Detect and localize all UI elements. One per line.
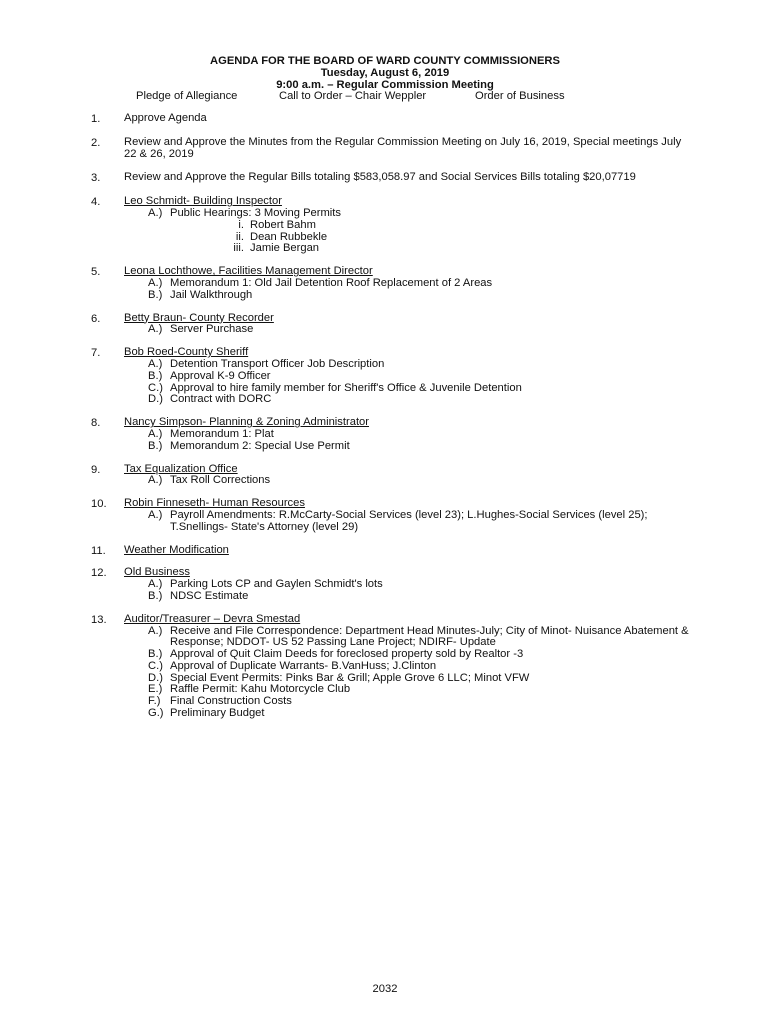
agenda-item — [0, 266, 770, 301]
agenda-item-number: 4. — [91, 196, 101, 209]
agenda-subitem-label: A.) — [148, 427, 163, 440]
agenda-subitem — [148, 278, 689, 290]
agenda-item — [0, 172, 770, 184]
agenda-subitem-text: Approval of Duplicate Warrants- B.VanHuss; J.Clinton — [170, 659, 437, 672]
agenda-roman-item — [148, 243, 689, 255]
order-of-business: Order of Business — [475, 90, 565, 102]
agenda-item-title: Review and Approve the Minutes from the Regular Commission Meeting on July 16, 2019, Special meetings July 22 & 26, 2019 — [124, 135, 682, 160]
agenda-subitem-label: B.) — [148, 288, 163, 301]
meeting-date: Tuesday, August 6, 2019 — [320, 67, 450, 80]
agenda-item-number: 1. — [91, 113, 101, 125]
agenda-subitem-text: Jail Walkthrough — [170, 288, 253, 301]
agenda-subitem-text: Payroll Amendments: R.McCarty-Social Services (level 23); L.Hughes-Social Services (level 25); T.Snellings- State's Attorney (level 29) — [170, 508, 648, 533]
agenda-roman-item — [148, 220, 689, 232]
agenda-subitem-text: Memorandum 1: Old Jail Detention Roof Replacement of 2 Areas — [170, 276, 493, 289]
agenda-roman-text: Jamie Bergan — [250, 242, 320, 255]
agenda-subitem — [148, 394, 689, 406]
agenda-list — [0, 113, 770, 720]
agenda-subitem-text: Server Purchase — [170, 323, 254, 336]
agenda-item-title: Leona Lochthowe, Facilities Management Director — [124, 265, 373, 278]
agenda-item-number: 9. — [91, 463, 101, 476]
agenda-item-title: Leo Schmidt- Building Inspector — [124, 195, 282, 208]
agenda-subitem-text: Final Construction Costs — [170, 695, 292, 708]
agenda-item — [0, 417, 770, 452]
agenda-subitem-text: Preliminary Budget — [170, 707, 265, 720]
agenda-subitem-text: Detention Transport Officer Job Description — [170, 357, 385, 370]
agenda-item — [0, 113, 770, 125]
agenda-subitem-label: F.) — [148, 695, 161, 708]
agenda-item-number: 10. — [91, 498, 107, 511]
agenda-subitem — [148, 208, 689, 220]
call-to-order: Call to Order – Chair Weppler — [279, 90, 427, 102]
agenda-subitem — [148, 290, 689, 302]
agenda-roman-text: Dean Rubbekle — [250, 230, 328, 243]
agenda-item — [0, 614, 770, 720]
agenda-item-number: 6. — [91, 312, 101, 325]
agenda-item-title: Weather Modification — [124, 543, 229, 556]
agenda-subitem — [148, 441, 689, 453]
agenda-item-number: 3. — [91, 172, 101, 185]
agenda-item-number: 12. — [91, 567, 107, 580]
agenda-subitem-label: G.) — [148, 707, 164, 720]
agenda-subitem-text: Approval to hire family member for Sheriff's Office & Juvenile Detention — [170, 381, 522, 394]
agenda-item-number: 8. — [91, 417, 101, 430]
agenda-subitem-label: C.) — [148, 381, 163, 394]
agenda-roman-label: iii. — [233, 242, 244, 255]
agenda-item — [0, 313, 770, 337]
agenda-item-number: 7. — [91, 347, 101, 360]
agenda-subitem-label: B.) — [148, 369, 163, 382]
agenda-item-title: Betty Braun- County Recorder — [124, 311, 274, 324]
agenda-subitem — [148, 475, 689, 487]
agenda-item — [0, 137, 770, 161]
agenda-item-title: Robin Finneseth- Human Resources — [124, 497, 305, 510]
agenda-subitem-label: A.) — [148, 508, 163, 521]
agenda-subitem-text: Memorandum 1: Plat — [170, 427, 274, 440]
agenda-subitem-text: Memorandum 2: Special Use Permit — [170, 439, 350, 452]
agenda-subitem-label: B.) — [148, 648, 163, 661]
agenda-subitem-label: A.) — [148, 474, 163, 487]
agenda-subitem-label: A.) — [148, 276, 163, 289]
agenda-subitem-label: D.) — [148, 393, 163, 406]
agenda-subitem-text: Parking Lots CP and Gaylen Schmidt's lots — [170, 578, 383, 591]
agenda-roman-item — [148, 232, 689, 244]
agenda-subitem-text: Contract with DORC — [170, 393, 272, 406]
agenda-subitem — [148, 661, 689, 673]
agenda-subitem-label: E.) — [148, 683, 163, 696]
agenda-item-title: Old Business — [124, 566, 190, 579]
agenda-subitem-text: Receive and File Correspondence: Department Head Minutes-July; City of Minot- Nuisance Abatement & Response; NDDOT- US 52 Passing Lane Project; NDIRF- Update — [170, 624, 689, 649]
agenda-item-number: 5. — [91, 266, 101, 279]
agenda-subitem-text: Raffle Permit: Kahu Motorcycle Club — [170, 683, 351, 696]
agenda-subitem-label: A.) — [148, 357, 163, 370]
agenda-item-title: Approve Agenda — [124, 112, 207, 124]
agenda-subitem — [148, 371, 689, 383]
agenda-title: AGENDA FOR THE BOARD OF WARD COUNTY COMMISSIONERS — [210, 55, 560, 67]
agenda-subitem — [148, 591, 689, 603]
agenda-item — [0, 464, 770, 488]
agenda-subitem-label: A.) — [148, 206, 163, 219]
agenda-item — [0, 545, 770, 557]
agenda-roman-text: Robert Bahm — [250, 218, 316, 231]
agenda-subitem-label: C.) — [148, 659, 163, 672]
agenda-item — [0, 567, 770, 602]
agenda-roman-label: ii. — [235, 230, 244, 243]
agenda-item — [0, 498, 770, 533]
opening-items — [0, 90, 770, 104]
agenda-item-title: Bob Roed-County Sheriff — [124, 346, 249, 359]
agenda-subitem-label: A.) — [148, 578, 163, 591]
agenda-subitem-text: Public Hearings: 3 Moving Permits — [170, 206, 341, 219]
agenda-subitem-label: A.) — [148, 624, 163, 637]
agenda-item-title: Nancy Simpson- Planning & Zoning Administrator — [124, 416, 369, 429]
meeting-time: 9:00 a.m. – Regular Commission Meeting — [276, 79, 494, 92]
agenda-subitem — [148, 708, 689, 720]
agenda-subitem-text: Tax Roll Corrections — [170, 474, 271, 487]
agenda-subitem-label: B.) — [148, 589, 163, 602]
agenda-item-number: 2. — [91, 136, 101, 149]
page-number: 2032 — [372, 983, 398, 995]
pledge-of-allegiance: Pledge of Allegiance — [136, 90, 238, 102]
agenda-item-number: 13. — [91, 613, 107, 626]
agenda-subitem — [148, 429, 689, 441]
agenda-subitem — [148, 510, 689, 534]
agenda-subitem — [148, 324, 689, 336]
agenda-subitem-text: NDSC Estimate — [170, 589, 249, 602]
agenda-roman-label: i. — [238, 218, 244, 231]
agenda-header — [0, 55, 770, 92]
agenda-item-title: Review and Approve the Regular Bills totaling $583,058.97 and Social Services Bills totaling $20,07719 — [124, 171, 636, 184]
agenda-subitem-text: Approval of Quit Claim Deeds for foreclosed property sold by Realtor -3 — [170, 648, 524, 661]
agenda-item-title: Tax Equalization Office — [124, 462, 238, 475]
agenda-subitem-label: A.) — [148, 323, 163, 336]
agenda-subitem — [148, 359, 689, 371]
agenda-item — [0, 196, 770, 255]
agenda-item-number: 11. — [91, 544, 106, 557]
agenda-item-title: Auditor/Treasurer – Devra Smestad — [124, 612, 301, 625]
agenda-item — [0, 347, 770, 406]
agenda-subitem — [148, 626, 689, 650]
agenda-subitem-label: B.) — [148, 439, 163, 452]
agenda-subitem-text: Special Event Permits: Pinks Bar & Grill; Apple Grove 6 LLC; Minot VFW — [170, 671, 530, 684]
agenda-subitem-text: Approval K-9 Officer — [170, 369, 271, 382]
agenda-subitem-label: D.) — [148, 671, 163, 684]
